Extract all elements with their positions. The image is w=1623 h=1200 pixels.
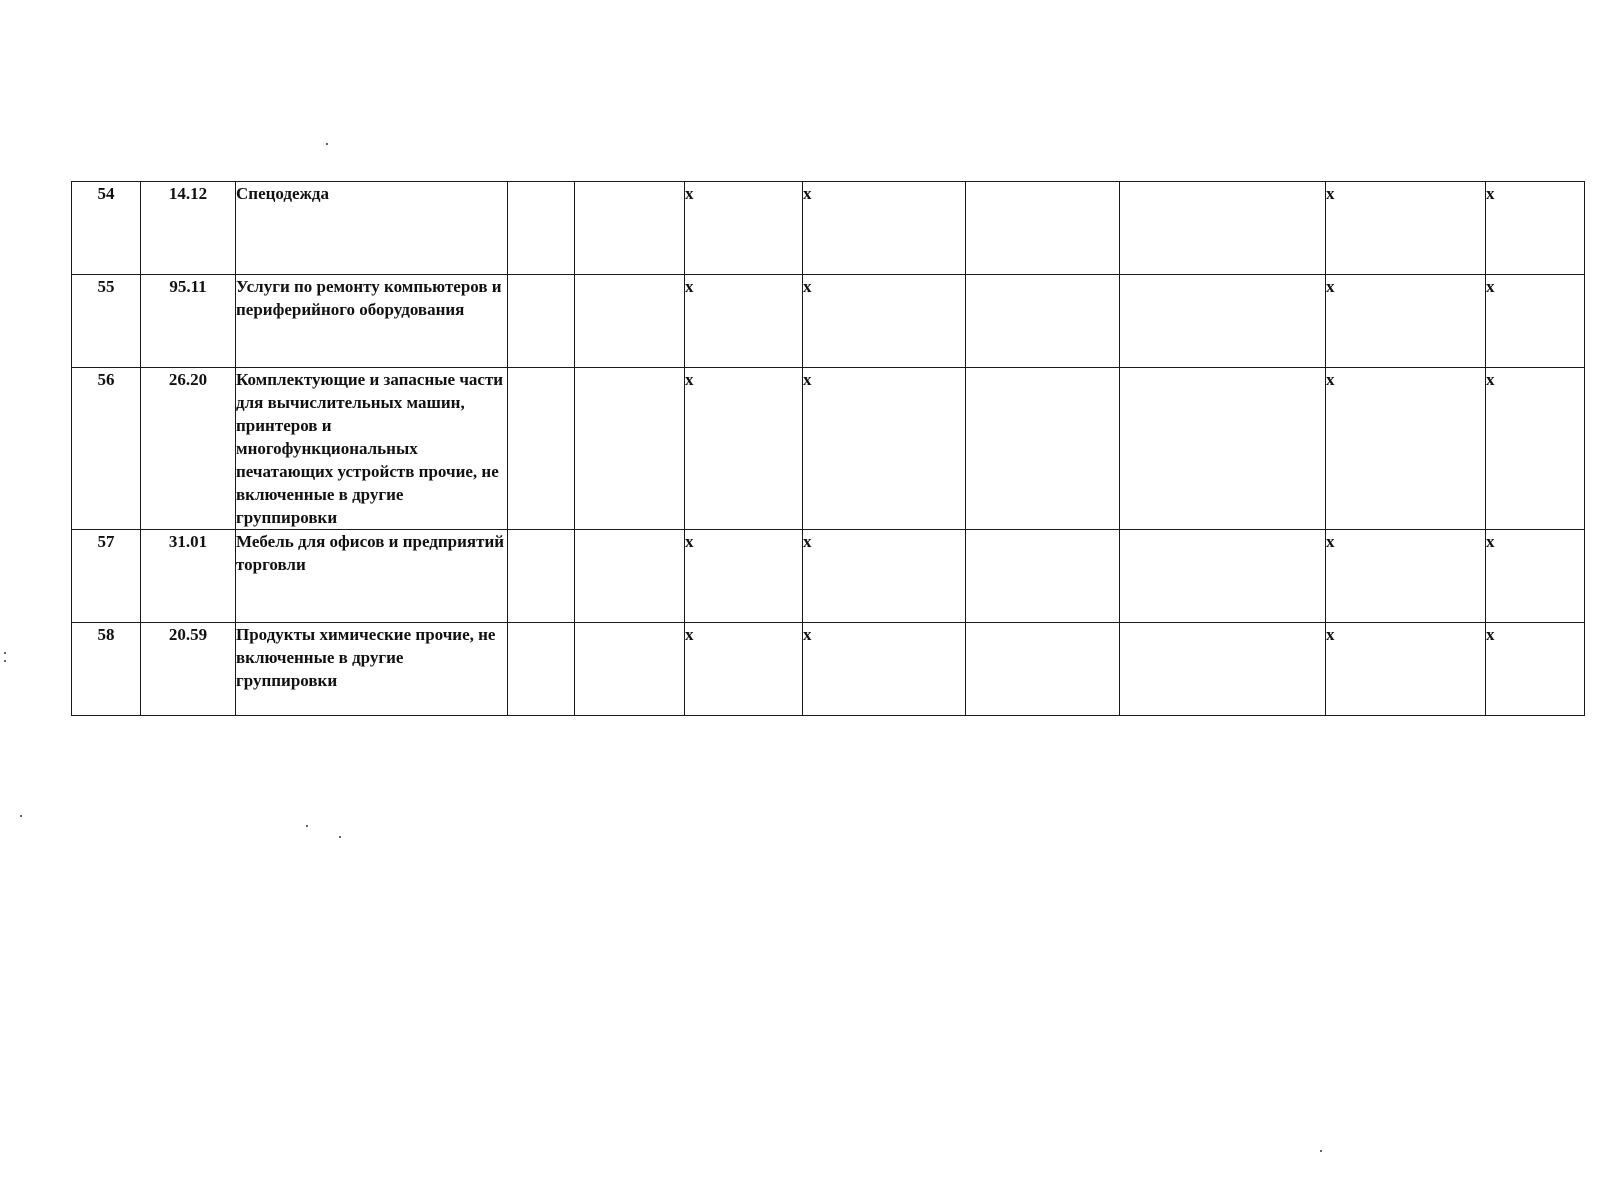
x-mark: x [1486,530,1585,623]
scan-speck [4,652,6,654]
empty-cell [966,182,1120,275]
x-mark: x [1326,623,1486,716]
x-mark: x [1486,182,1585,275]
item-name: Комплектующие и запасные части для вычислительных машин, принтеров и многофункциональных печатающих устройств прочие, не включенные в другие группировки [236,368,508,530]
table-row [72,182,1585,275]
x-mark: x [1486,275,1585,368]
x-mark: x [1326,275,1486,368]
row-number: 57 [72,530,141,623]
empty-cell [1120,623,1326,716]
row-number: 56 [72,368,141,530]
scan-speck [1320,1150,1322,1152]
table-row [72,275,1585,368]
table-row [72,530,1585,623]
table-row [72,623,1585,716]
scan-speck [339,836,341,838]
empty-cell [1120,368,1326,530]
empty-cell [966,368,1120,530]
empty-cell [575,368,685,530]
empty-cell [575,275,685,368]
empty-cell [1120,275,1326,368]
x-mark: x [1486,623,1585,716]
x-mark: x [1326,530,1486,623]
scan-speck [326,143,328,145]
scan-speck [20,815,22,817]
item-name: Услуги по ремонту компьютеров и периферийного оборудования [236,275,508,368]
x-mark: x [803,623,966,716]
x-mark: x [685,182,803,275]
item-name: Продукты химические прочие, не включенные в другие группировки [236,623,508,716]
x-mark: x [803,530,966,623]
x-mark: x [803,275,966,368]
okpd-code: 95.11 [141,275,236,368]
empty-cell [508,530,575,623]
okpd-code: 20.59 [141,623,236,716]
okpd-code: 31.01 [141,530,236,623]
x-mark: x [1326,182,1486,275]
row-number: 55 [72,275,141,368]
empty-cell [966,275,1120,368]
empty-cell [508,182,575,275]
okpd-code: 14.12 [141,182,236,275]
empty-cell [966,530,1120,623]
x-mark: x [1486,368,1585,530]
table-row [72,368,1585,530]
x-mark: x [803,368,966,530]
empty-cell [1120,530,1326,623]
empty-cell [508,623,575,716]
empty-cell [575,182,685,275]
item-name: Мебель для офисов и предприятий торговли [236,530,508,623]
x-mark: x [685,275,803,368]
row-number: 58 [72,623,141,716]
scan-speck [306,825,308,827]
x-mark: x [1326,368,1486,530]
empty-cell [575,623,685,716]
x-mark: x [803,182,966,275]
empty-cell [966,623,1120,716]
row-number: 54 [72,182,141,275]
x-mark: x [685,623,803,716]
classification-table [71,181,1585,716]
scan-speck [4,660,6,662]
empty-cell [1120,182,1326,275]
x-mark: x [685,368,803,530]
okpd-code: 26.20 [141,368,236,530]
empty-cell [508,368,575,530]
empty-cell [508,275,575,368]
item-name: Спецодежда [236,182,508,275]
x-mark: x [685,530,803,623]
empty-cell [575,530,685,623]
